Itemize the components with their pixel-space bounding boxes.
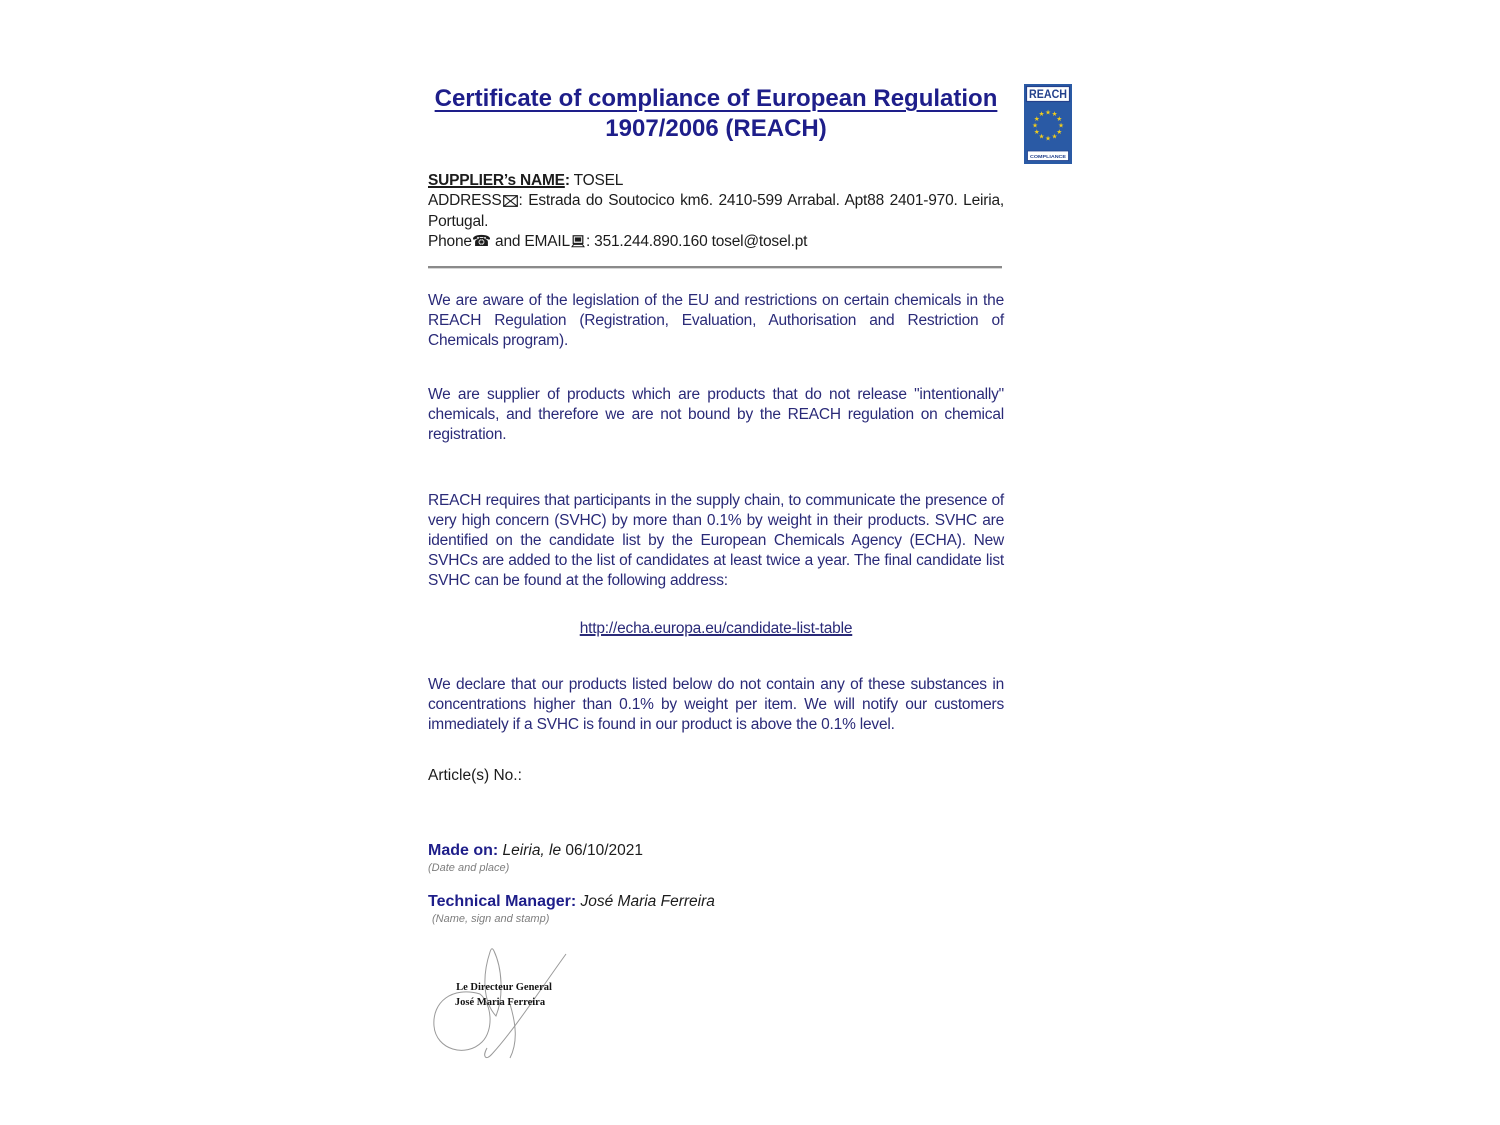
technical-manager-name: José Maria Ferreira <box>576 893 715 910</box>
supplier-address-line <box>428 191 1004 232</box>
supplier-contact-line <box>428 232 1004 254</box>
svg-text:★: ★ <box>1033 128 1040 136</box>
made-on-block <box>428 842 643 874</box>
logo-reach-text: REACH <box>1029 89 1067 101</box>
svg-text:★: ★ <box>1033 115 1040 123</box>
paragraph-supplier-statement: We are supplier of products which are products that do not release "intentionally" chemicals, and therefore we are not bound by the REACH regulation on chemical registration. <box>428 386 1004 443</box>
supplier-name-label: SUPPLIER’s NAME <box>428 172 565 189</box>
handwritten-signature-icon <box>428 948 588 1068</box>
supplier-name-line <box>428 171 1004 191</box>
article-number-label: Article(s) No.: <box>428 767 522 784</box>
svg-text:★: ★ <box>1038 110 1045 119</box>
reach-logo-graphic <box>1024 84 1072 164</box>
email-label: and EMAIL <box>490 232 570 250</box>
svg-text:★: ★ <box>1056 115 1063 123</box>
supplier-name-value: TOSEL <box>569 172 624 189</box>
svg-text:★: ★ <box>1051 132 1058 141</box>
made-on-place: Leiria, le <box>498 842 566 859</box>
made-on-label: Made on: <box>428 842 499 859</box>
candidate-list-link[interactable]: http://echa.europa.eu/candidate-list-table <box>579 620 853 637</box>
made-on-date: 06/10/2021 <box>565 842 643 859</box>
paragraph-declaration: We declare that our products listed below do not contain any of these substances in concentrations higher than 0.1% by weight per item. We will notify our customers immediately if a SVHC is found in our product is above the 0.1% level. <box>428 676 1004 733</box>
svg-text:★: ★ <box>1045 108 1051 117</box>
svg-text:★: ★ <box>1056 128 1063 136</box>
technical-manager-label: Technical Manager: <box>428 893 577 910</box>
stamp-text-line-1: Le Directeur General <box>456 982 552 993</box>
svg-text:★: ★ <box>1045 134 1051 143</box>
paragraph-reach-awareness: We are aware of the legislation of the EU and restrictions on certain chemicals in the REACH Regulation (Registration, Evaluation, Authorisation and Restriction of Chemicals program). <box>428 292 1004 349</box>
title-line-2: 1907/2006 (REACH) <box>605 115 827 142</box>
address-label: ADDRESS <box>428 191 502 209</box>
contact-value: : 351.244.890.160 tosel@tosel.pt <box>585 232 808 250</box>
address-value: : Estrada do Soutocico km6. 2410-599 Arrabal. Apt88 2401-970. Leiria, Portugal. <box>428 191 1004 230</box>
title-line-1: Certificate of compliance of European Regulation <box>434 85 998 112</box>
technical-manager-block <box>428 893 715 925</box>
supplier-info-block <box>428 171 1004 253</box>
envelope-icon <box>503 193 518 213</box>
computer-icon <box>571 234 585 254</box>
stamp-text-line-2: José Maria Ferreira <box>454 997 546 1008</box>
svg-text:★: ★ <box>1038 132 1045 141</box>
signature-area <box>428 948 588 1068</box>
phone-label: Phone <box>428 232 472 250</box>
section-divider <box>428 266 1002 269</box>
svg-text:★: ★ <box>1032 121 1038 130</box>
logo-compliance-text: COMPLIANCE <box>1030 155 1063 161</box>
name-sign-stamp-caption: (Name, sign and stamp) <box>432 913 550 925</box>
certificate-title <box>435 84 998 144</box>
candidate-list-link-line <box>428 620 1004 638</box>
phone-icon: ☎ <box>471 231 491 250</box>
reach-compliance-logo <box>1024 84 1072 164</box>
supplier-name-colon: : <box>564 172 570 189</box>
date-place-caption: (Date and place) <box>428 862 510 874</box>
svg-text:★: ★ <box>1058 121 1064 130</box>
paragraph-svhc-requirements: REACH requires that participants in the supply chain, to communicate the presence of very high concern (SVHC) by more than 0.1% by weight in their products. SVHC are identified on the candidate list by the European Chemicals Agency (ECHA). New SVHCs are added to the list of candidates at least twice a year. The final candidate list SVHC can be found at the following address: <box>428 492 1004 589</box>
svg-text:★: ★ <box>1051 110 1058 119</box>
